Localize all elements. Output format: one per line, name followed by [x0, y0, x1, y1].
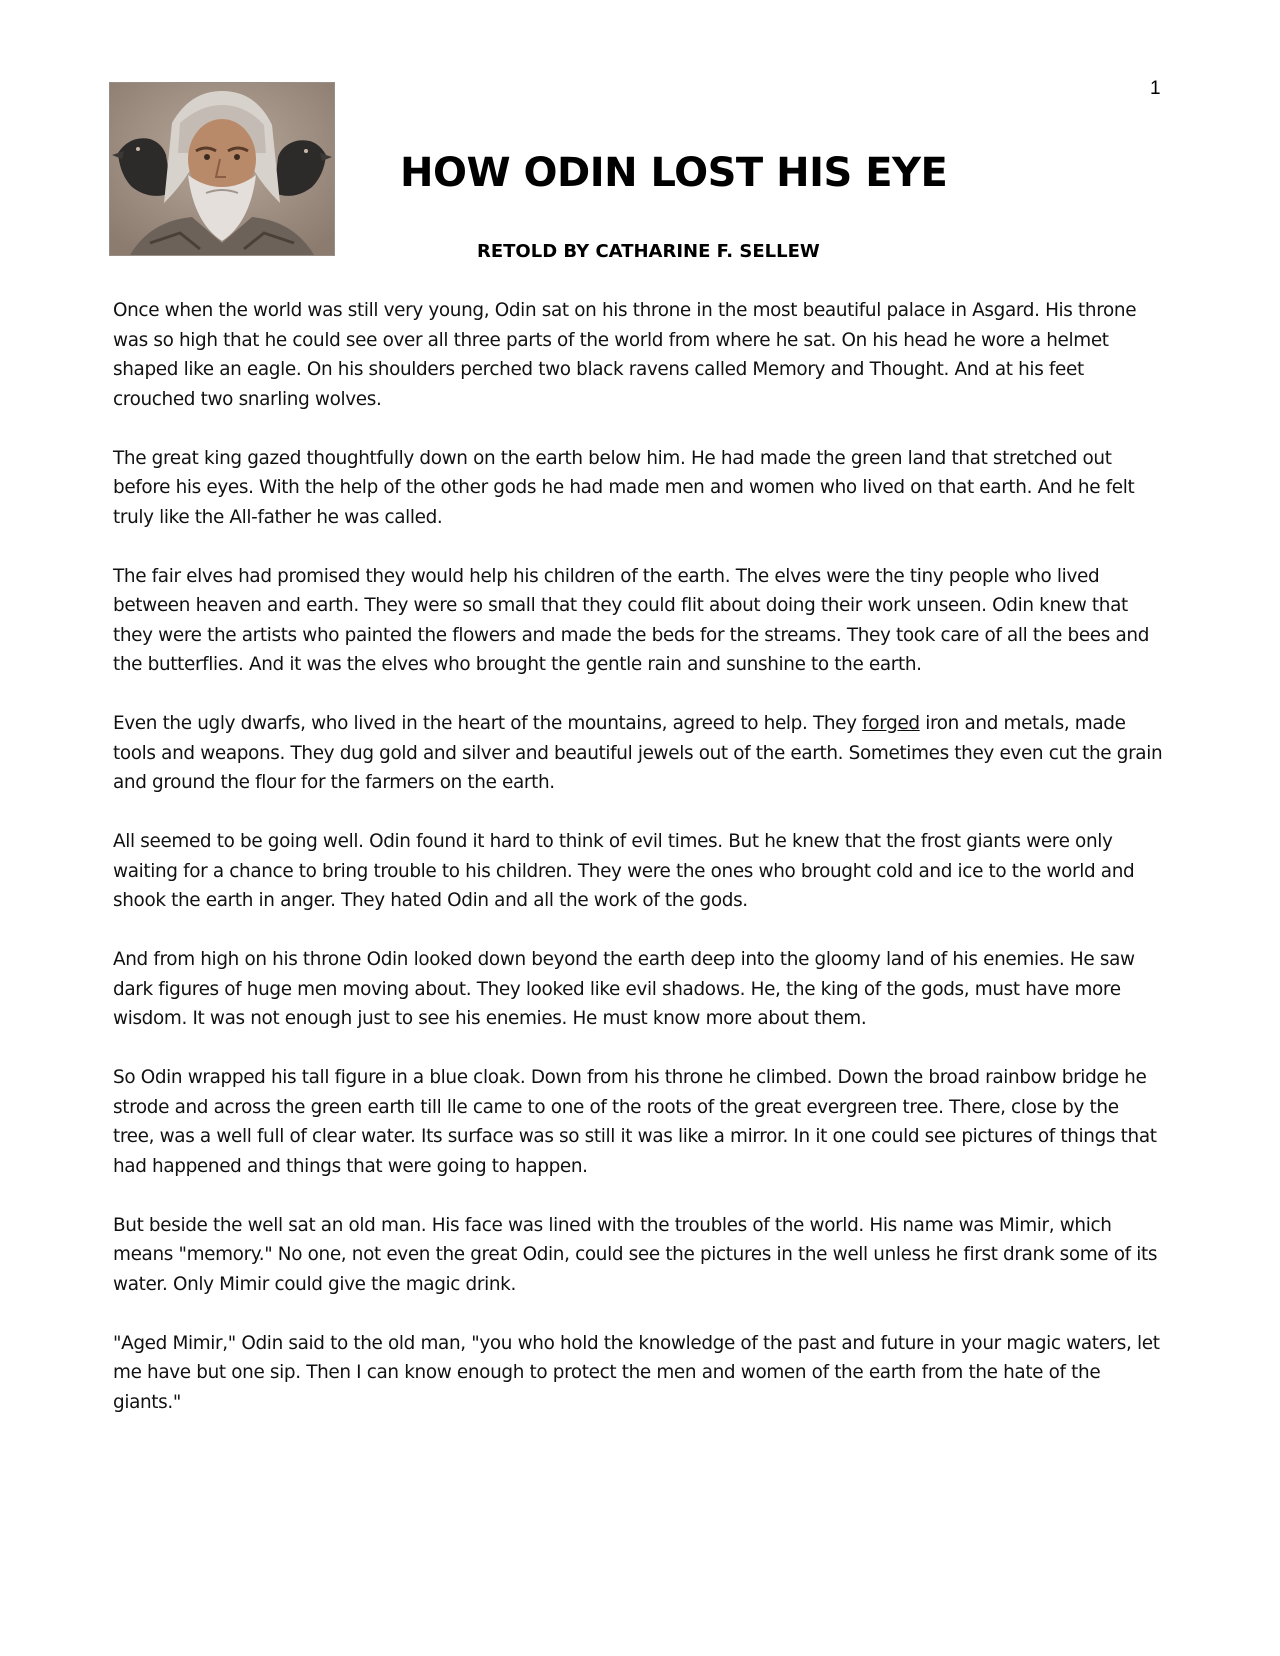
- paragraph-text: iron and metals, made tools and weapons. They dug gold and silver and beautiful jewels out of the earth. Sometimes they even cut the grain and ground the flour for the farmers on the earth.: [113, 713, 1163, 793]
- page-number: 1: [1150, 78, 1161, 99]
- paragraph: The fair elves had promised they would help his children of the earth. The elves were the tiny people who lived between heaven and earth. They were so small that they could flit about doing their work unseen. Odin knew that they were the artists who painted the flowers and made the beds for the streams. They took care of all the bees and the butterflies. And it was the elves who brought the gentle rain and sunshine to the earth.: [113, 565, 1150, 675]
- paragraph: "Aged Mimir," Odin said to the old man, "you who hold the knowledge of the past and future in your magic waters, let me have but one sip. Then I can know enough to protect the men and women of the earth from the hate of the giants.": [113, 1332, 1160, 1413]
- paragraph: And from high on his throne Odin looked down beyond the earth deep into the gloomy land of his enemies. He saw dark figures of huge men moving about. They looked like evil shadows. He, the king of the gods, must have more wisdom. It was not enough just to see his enemies. He must know more about them.: [113, 949, 1135, 1029]
- paragraph: Once when the world was still very young, Odin sat on his throne in the most beautiful palace in Asgard. His throne was so high that he could see over all three parts of the world from where he sat. On his head he wore a helmet shaped like an eagle. On his shoulders perched two black ravens called Memory and Thought. And at his feet crouched two snarling wolves.: [113, 300, 1137, 410]
- story-title: HOW ODIN LOST HIS EYE: [400, 150, 948, 196]
- paragraph: All seemed to be going well. Odin found it hard to think of evil times. But he knew that the frost giants were only waiting for a chance to bring trouble to his children. They were the ones who brought cold and ice to the world and shook the earth in anger. They hated Odin and all the work of the gods.: [113, 831, 1135, 911]
- paragraph: [113, 709, 1163, 798]
- paragraph: The great king gazed thoughtfully down on the earth below him. He had made the green land that stretched out before his eyes. With the help of the other gods he had made men and women who lived on that earth. And he felt truly like the All-father he was called.: [113, 447, 1135, 528]
- story-byline: RETOLD BY CATHARINE F. SELLEW: [477, 241, 820, 262]
- underlined-vocabulary-word: forged: [862, 713, 920, 734]
- odin-portrait-image: [109, 82, 335, 256]
- paragraph-text: Even the ugly dwarfs, who lived in the heart of the mountains, agreed to help. They: [113, 713, 863, 734]
- paragraph: But beside the well sat an old man. His face was lined with the troubles of the world. His name was Mimir, which means "memory." No one, not even the great Odin, could see the pictures in the well unless he first drank some of its water. Only Mimir could give the magic drink.: [113, 1214, 1158, 1295]
- paragraph: So Odin wrapped his tall figure in a blue cloak. Down from his throne he climbed. Down the broad rainbow bridge he strode and across the green earth till lle came to one of the roots of the great evergreen tree. There, close by the tree, was a well full of clear water. Its surface was so still it was like a mirror. In it one could see pictures of things that had happened and things that were going to happen.: [113, 1067, 1157, 1177]
- odin-with-ravens-portrait-icon: [110, 83, 334, 255]
- story-body: [113, 296, 1163, 1447]
